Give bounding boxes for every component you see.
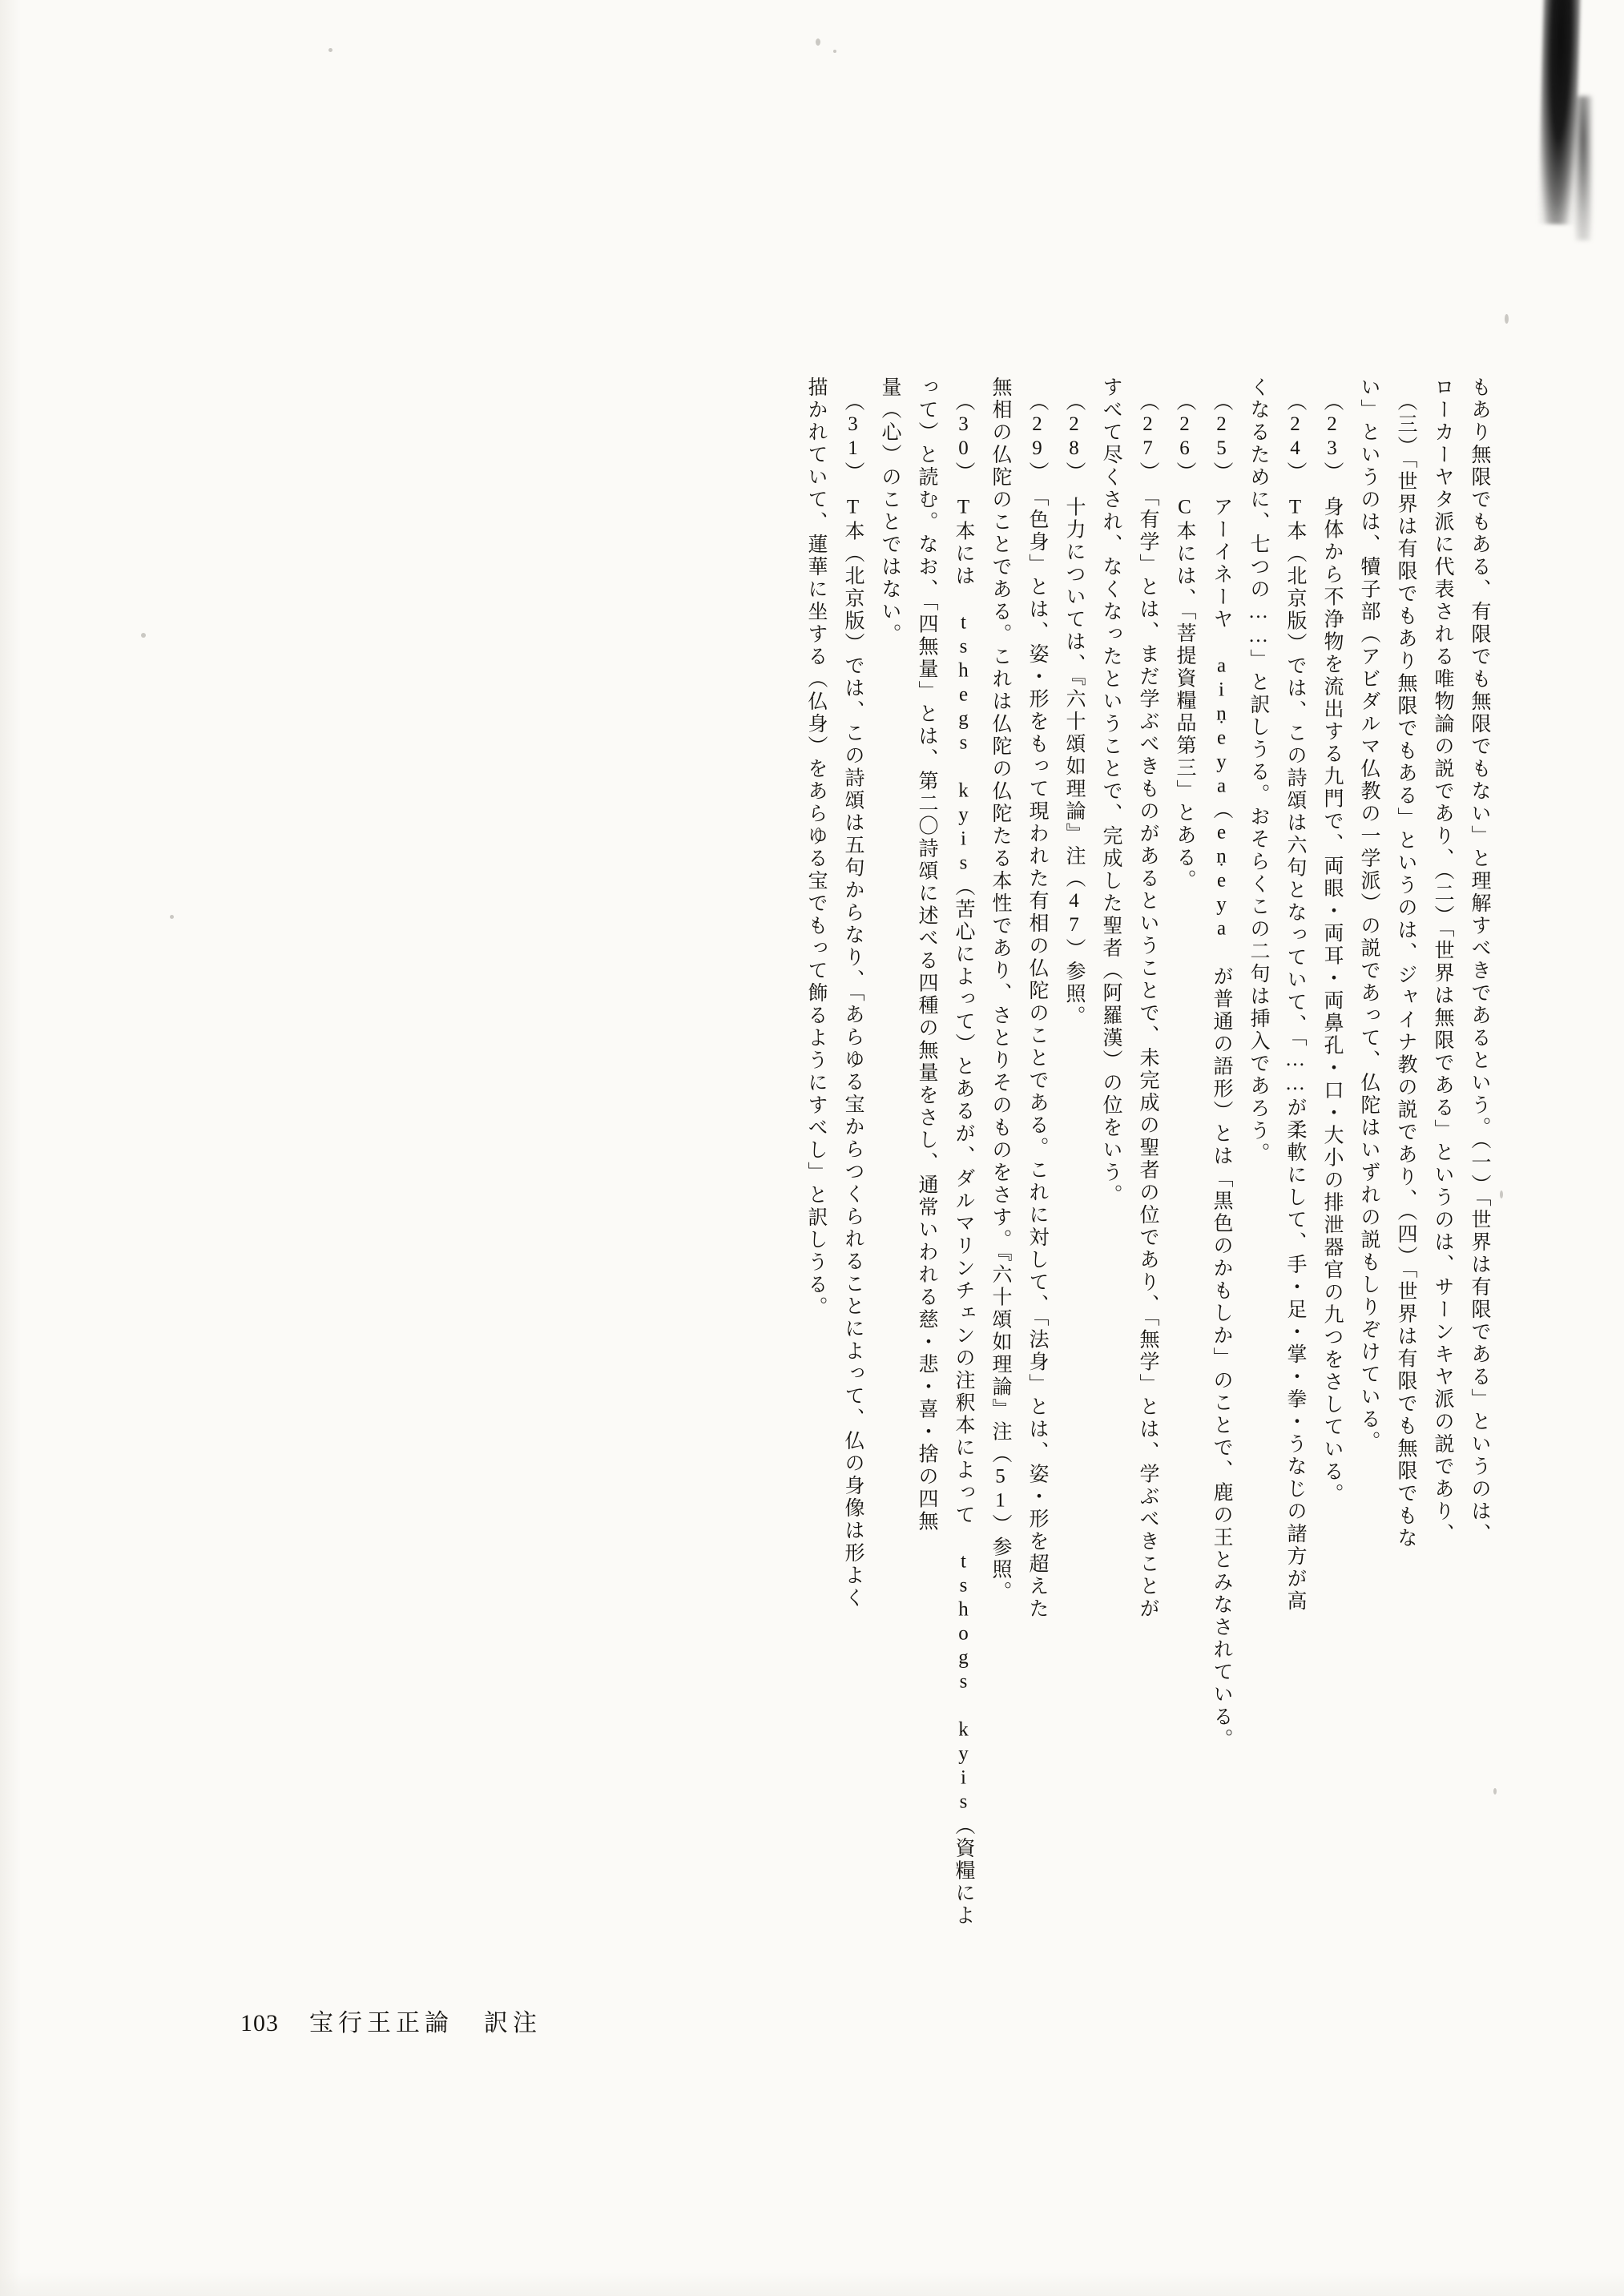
scan-speck xyxy=(170,915,174,919)
text-column: くなるために、七つの……」と訳しうる。おそらくこの二句は挿入であろう。 xyxy=(1247,377,1269,1165)
text-column: って）と読む。なお、「四無量」とは、第二〇詩頌に述べる四種の無量をさし、通常いわれる慈・悲・喜・捨の四無 xyxy=(916,377,937,1533)
scan-edge-bottom xyxy=(0,2272,1624,2296)
page-number: 103 xyxy=(240,2010,279,2036)
binding-smudge-secondary xyxy=(1574,96,1592,240)
text-column: 量（心）のことではない。 xyxy=(879,377,901,646)
text-column: （三）「世界は有限でもあり無限でもある」というのは、ジャイナ教の説であり、（四）「世界は有限でも無限でもな xyxy=(1395,391,1416,1550)
text-column: （24） T本（北京版）では、この詩頌は六句となっていて、「……が柔軟にして、手・足・掌・拳・うなじの諸方が高 xyxy=(1284,391,1306,1613)
scan-speck xyxy=(816,38,820,46)
text-column: 無相の仏陀のことである。これは仏陀の仏陀たる本性であり、さとりそのものをさす。『六十頌如理論』注（51）参照。 xyxy=(989,377,1011,1604)
text-column: もあり無限でもある、有限でも無限でもない」と理解すべきであるという。（一）「世界は有限である」というのは、 xyxy=(1469,377,1490,1545)
scan-speck xyxy=(328,48,332,52)
text-column: （31） T本（北京版）では、この詩頌は五句からなり、「あらゆる宝からつくられることによって、仏の身像は形よく xyxy=(842,391,864,1609)
text-column: すべて尽くされ、なくなったということで、完成した聖者（阿羅漢）の位をいう。 xyxy=(1100,377,1122,1206)
footer-title: 宝行王正論 xyxy=(309,2010,453,2036)
scan-speck xyxy=(1493,1788,1497,1795)
text-column: （25） アーイネーヤ aiṇeya（eṇeya が普通の語形）とは「黒色のかもしか」のことで、鹿の王とみなされている。 xyxy=(1211,391,1232,1751)
text-column: （27） 「有学」とは、まだ学ぶべきものがあるということで、未完成の聖者の位であり、「無学」とは、学ぶべきことが xyxy=(1137,391,1159,1621)
text-column: （28） 十力については、『六十頌如理論』注（47）参照。 xyxy=(1063,391,1085,1028)
text-column: （26） C本には、「菩提資糧品第三」とある。 xyxy=(1174,391,1195,892)
text-column: い」というのは、犢子部（アビダルマ仏教の一学派）の説であって、仏陀はいずれの説もしりぞけている。 xyxy=(1358,377,1380,1453)
scan-speck xyxy=(1500,1190,1503,1198)
scan-speck xyxy=(833,50,836,53)
text-column: （30） T本には tshegs kyis（苦心によって）とあるが、ダルマリンチェンの注釈本によって tshogs kyis（資糧によ xyxy=(953,391,974,1927)
text-column: （29） 「色身」とは、姿・形をもって現われた有相の仏陀のことである。これに対して、「法身」とは、姿・形を超えた xyxy=(1026,391,1048,1621)
scan-speck xyxy=(141,633,146,638)
text-column: ローカーヤタ派に代表される唯物論の説であり、（二）「世界は無限である」というのは、サーンキヤ派の説であり、 xyxy=(1432,377,1453,1545)
text-column: （23） 身体から不浄物を流出する九門で、両眼・両耳・両鼻孔・口・大小の排泄器官の九つをさしている。 xyxy=(1321,391,1343,1506)
scan-edge-left xyxy=(0,0,21,2296)
vertical-text-block xyxy=(264,377,1490,1927)
text-column: 描かれていて、蓮華に坐する（仏身）をあらゆる宝でもって飾るようにすべし」と訳しうる。 xyxy=(805,377,827,1319)
scan-speck xyxy=(1505,314,1509,324)
page-footer xyxy=(240,2003,542,2038)
footer-subtitle: 訳注 xyxy=(484,2010,542,2036)
